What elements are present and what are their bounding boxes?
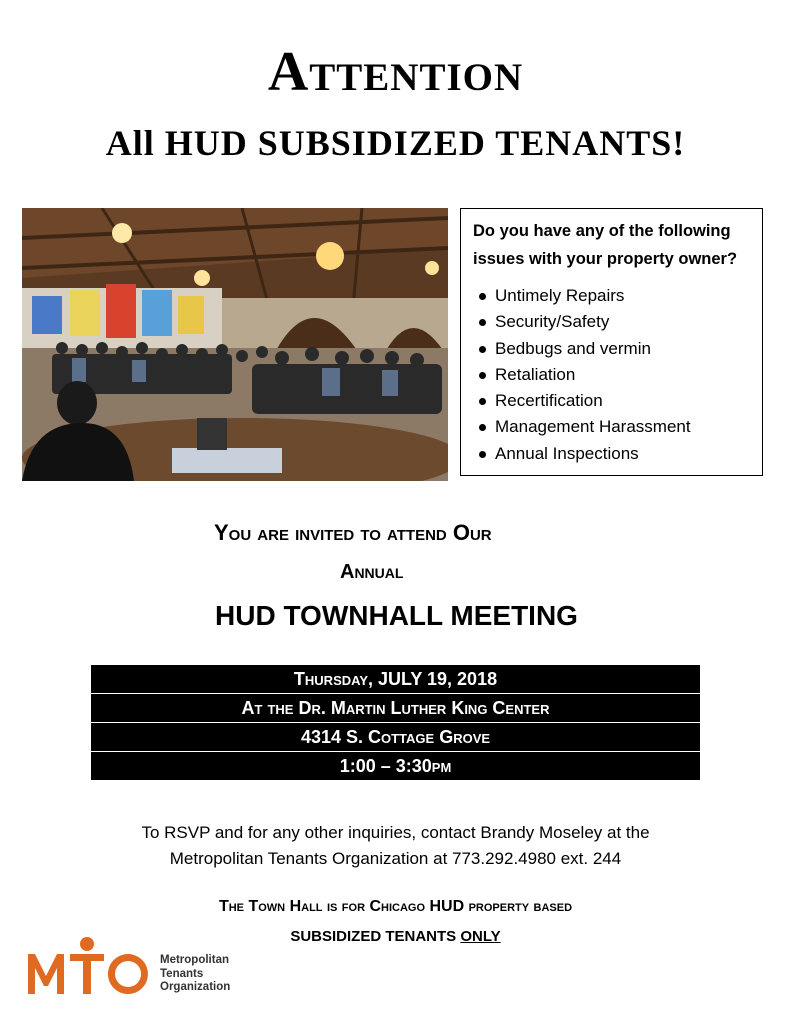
issue-item: Bedbugs and vermin bbox=[473, 336, 756, 362]
event-details bbox=[91, 665, 700, 781]
rsvp-info bbox=[0, 820, 791, 872]
logo-name-line1: Metropolitan bbox=[160, 954, 229, 966]
meeting-title: HUD TOWNHALL MEETING bbox=[215, 600, 578, 631]
event-date: Thursday, JULY 19, 2018 bbox=[91, 665, 700, 693]
event-time: 1:00 – 3:30pm bbox=[91, 752, 700, 780]
logo-name-line2: Tenants bbox=[160, 967, 204, 980]
footer-note-only: ONLY bbox=[460, 928, 501, 945]
issues-box bbox=[460, 208, 763, 476]
issue-item: Management Harassment bbox=[473, 414, 756, 440]
rsvp-line2: Metropolitan Tenants Organization at 773.292.4980 ext. 244 bbox=[169, 849, 622, 868]
issue-item: Untimely Repairs bbox=[473, 283, 756, 309]
issue-item: Retaliation bbox=[473, 362, 756, 388]
page-title: Attention bbox=[267, 41, 524, 103]
footer-note-prefix: SUBSIDIZED TENANTS bbox=[290, 928, 461, 945]
rsvp-line1: To RSVP and for any other inquiries, contact Brandy Moseley at the bbox=[141, 823, 650, 842]
issues-question-line1: Do you have any of the following bbox=[473, 222, 731, 240]
footer-note-line1: The Town Hall is for Chicago HUD property based bbox=[218, 898, 573, 915]
mto-logo-mark bbox=[28, 936, 153, 1000]
issue-item: Security/Safety bbox=[473, 309, 756, 335]
invite-line1: You are invited to attend Our bbox=[214, 520, 492, 545]
page-subtitle: All HUD SUBSIDIZED TENANTS! bbox=[105, 123, 686, 163]
issue-item: Recertification bbox=[473, 388, 756, 414]
mto-logo-text bbox=[160, 954, 230, 995]
mto-logo bbox=[28, 936, 248, 1006]
issue-item: Annual Inspections bbox=[473, 441, 756, 467]
event-venue: At the Dr. Martin Luther King Center bbox=[91, 694, 700, 722]
logo-name-line3: Organization bbox=[160, 981, 231, 993]
event-address: 4314 S. Cottage Grove bbox=[91, 723, 700, 751]
issues-list bbox=[473, 283, 756, 467]
invite-line2: Annual bbox=[340, 561, 404, 583]
issues-question-line2: issues with your property owner? bbox=[473, 250, 738, 268]
meeting-photo bbox=[22, 208, 448, 481]
